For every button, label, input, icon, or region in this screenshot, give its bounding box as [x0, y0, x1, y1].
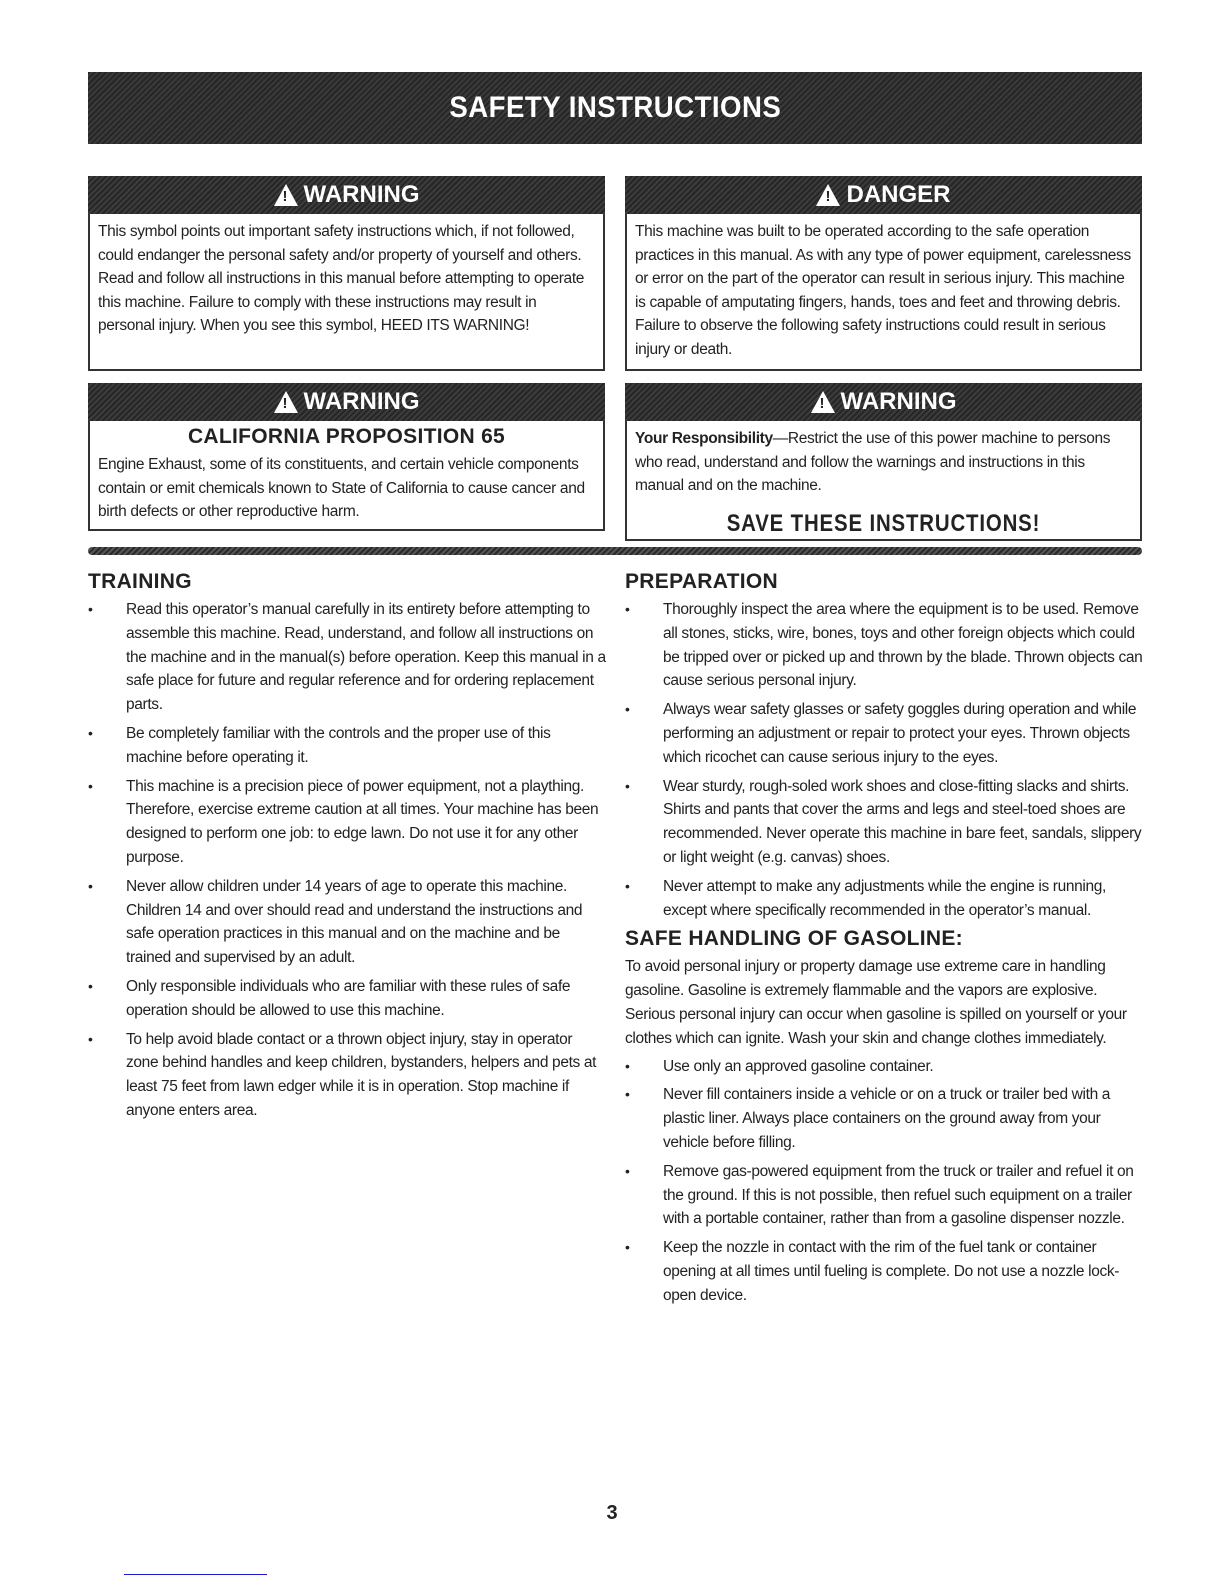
list-item: • Only responsible individuals who are familiar with these rules of safe operation should be allowed to use this machine.	[88, 975, 608, 1023]
responsibility-body: —Restrict the use of this power machine to persons who read, understand and follow the warnings and instructions in this manual and on the machine.	[635, 430, 1111, 494]
list-item: • Never attempt to make any adjustments while the engine is running, except where specifically recommended in the operator’s manual.	[625, 875, 1145, 923]
list-item: • This machine is a precision piece of power equipment, not a plaything. Therefore, exercise extreme caution at all times. Your machine has been designed to perform one job: to edge lawn. Do not use it for any other purpose.	[88, 775, 608, 870]
danger-box	[625, 176, 1142, 371]
responsibility-header-label: WARNING	[840, 388, 957, 415]
responsibility-lead: Your Responsibility	[635, 430, 773, 447]
prop65-subtitle: CALIFORNIA PROPOSITION 65	[187, 425, 506, 448]
responsibility-box	[625, 383, 1142, 541]
preparation-list	[625, 598, 1145, 922]
save-instructions-note: SAVE THESE INSTRUCTIONS!	[726, 509, 1041, 537]
responsibility-text	[627, 421, 1140, 504]
list-item: • Remove gas-powered equipment from the truck or trailer and refuel it on the ground. If this is not possible, then refuel such equipment on a trailer with a portable container, rather than from a gasoline dispenser nozzle.	[625, 1160, 1145, 1231]
warning-symbol-text: This symbol points out important safety instructions which, if not followed, could endanger the personal safety and/or property of yourself and others. Read and follow all instructions in this manual before attempting to operate this machine. Failure to comply with these instructions may result in personal injury. When you see this symbol, HEED ITS WARNING!	[98, 223, 585, 334]
prop65-box	[88, 383, 605, 531]
preparation-section	[625, 570, 1145, 1313]
page-title: SAFETY INSTRUCTIONS	[449, 91, 781, 124]
page-number: 3	[606, 1502, 618, 1524]
list-item: • Never allow children under 14 years of age to operate this machine. Children 14 and over should read and understand the instructions and safe operation practices in this manual and on the machine and be trained and supervised by an adult.	[88, 875, 608, 970]
list-item: • Never fill containers inside a vehicle or on a truck or trailer bed with a plastic liner. Always place containers on the ground away from your vehicle before filling.	[625, 1083, 1145, 1154]
danger-header	[625, 176, 1142, 214]
warning-header-label: WARNING	[303, 181, 420, 208]
warning-triangle-icon	[274, 391, 298, 413]
training-section	[88, 570, 608, 1128]
list-item: • Thoroughly inspect the area where the equipment is to be used. Remove all stones, sticks, wire, bones, toys and other foreign objects which could be tripped over or picked up and thrown by the blade. Thrown objects can cause serious personal injury.	[625, 598, 1145, 693]
warning-triangle-icon	[274, 184, 298, 206]
list-item: • Always wear safety glasses or safety goggles during operation and while performing an adjustment or repair to protect your eyes. Thrown objects which ricochet can cause serious injury to the eyes.	[625, 698, 1145, 769]
danger-text: This machine was built to be operated according to the safe operation practices in this manual. As with any type of power equipment, carelessness or error on the part of the operator can result in serious injury. This machine is capable of amputating fingers, hands, toes and feet and throwing debris. Failure to observe the following safety instructions could result in serious injury or death.	[635, 223, 1131, 358]
list-item: • Be completely familiar with the controls and the proper use of this machine before operating it.	[88, 722, 608, 770]
warning-triangle-icon	[811, 391, 835, 413]
list-item: • Use only an approved gasoline container.	[625, 1055, 1145, 1079]
prop65-header-label: WARNING	[303, 388, 420, 415]
prop65-header	[88, 383, 605, 421]
link-underline[interactable]	[124, 1574, 267, 1575]
training-heading: TRAINING	[88, 570, 192, 593]
list-item: • Read this operator’s manual carefully in its entirety before attempting to assemble this machine. Read, understand, and follow all instructions on the machine and in the manual(s) before operation. Keep this manual in a safe place for future and regular reference and for ordering replacement parts.	[88, 598, 608, 717]
responsibility-header	[625, 383, 1142, 421]
prop65-text: Engine Exhaust, some of its constituents, and certain vehicle components contain or emit chemicals known to State of California to cause cancer and birth defects or other reproductive harm.	[98, 456, 585, 520]
list-item: • Keep the nozzle in contact with the rim of the fuel tank or container opening at all times until fueling is complete. Do not use a nozzle lock-open device.	[625, 1236, 1145, 1307]
page-title-banner	[88, 72, 1142, 144]
training-list	[88, 598, 608, 1123]
gasoline-list	[625, 1055, 1145, 1308]
preparation-heading: PREPARATION	[625, 570, 779, 593]
warning-symbol-box	[88, 176, 605, 371]
section-divider	[88, 547, 1142, 555]
list-item: • Wear sturdy, rough-soled work shoes and close-fitting slacks and shirts. Shirts and pants that cover the arms and legs and steel-toed shoes are recommended. Never operate this machine in bare feet, sandals, slippery or light weight (e.g. canvas) shoes.	[625, 775, 1145, 870]
danger-header-label: DANGER	[846, 181, 951, 208]
warning-triangle-icon	[816, 184, 840, 206]
gasoline-intro: To avoid personal injury or property damage use extreme care in handling gasoline. Gasoline is extremely flammable and the vapors are explosive. Serious personal injury can occur when gasoline is spilled on yourself or your clothes which can ignite. Wash your skin and change clothes immediately.	[625, 958, 1127, 1047]
warning-header	[88, 176, 605, 214]
gasoline-heading: SAFE HANDLING OF GASOLINE:	[625, 927, 963, 951]
list-item: • To help avoid blade contact or a thrown object injury, stay in operator zone behind handles and keep children, bystanders, helpers and pets at least 75 feet from lawn edger while it is in operation. Stop machine if anyone enters area.	[88, 1028, 608, 1123]
